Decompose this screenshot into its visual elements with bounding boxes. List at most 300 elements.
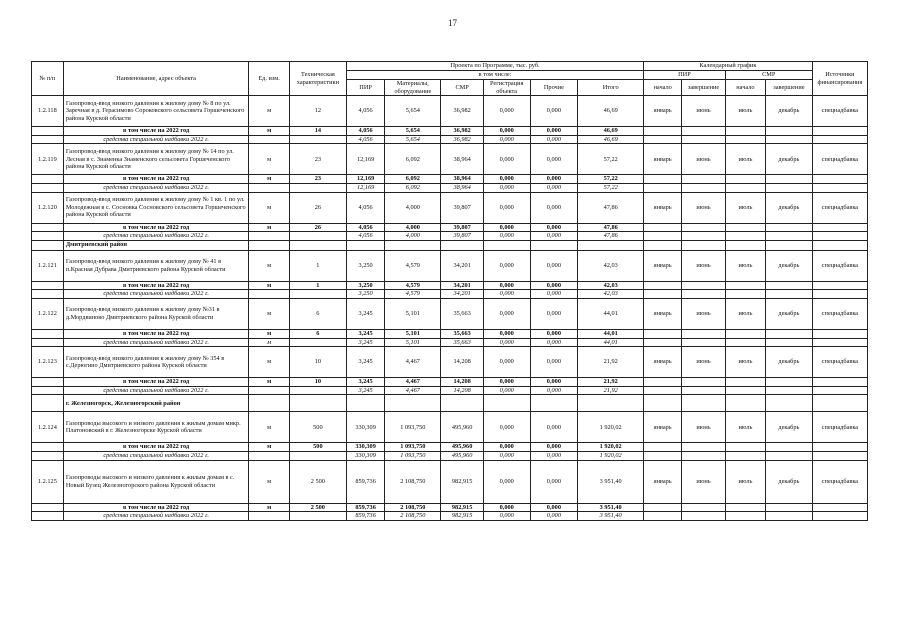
object-name: Газопровод-ввод низкого давления к жилому дому № 1 кв. 1 по ул. Молодежная в с. Сосновка Сосновского сельсовета Горшеченского района Курской области [63, 192, 249, 223]
value-mat: 4,467 [385, 347, 441, 378]
blank-cell [812, 290, 867, 299]
row-label: средства специальной надбавки 2022 г. [63, 232, 249, 241]
blank-cell [644, 175, 682, 184]
value-reg: 0,000 [483, 232, 530, 241]
header-reg: Регистрация объекта [483, 80, 530, 96]
blank-num [32, 378, 64, 387]
blank-cell [766, 329, 813, 338]
blank-cell [682, 135, 725, 144]
unit-cell [249, 451, 289, 460]
unit-cell: м [249, 460, 289, 503]
blank-cell [812, 232, 867, 241]
blank-cell [812, 281, 867, 290]
funding-row [32, 290, 868, 299]
table-row [32, 192, 868, 223]
blank-cell [766, 443, 813, 452]
blank-cell [725, 338, 765, 347]
value-other: 0,000 [530, 378, 578, 387]
value-pir: 12,169 [347, 183, 385, 192]
tech-cell [289, 232, 346, 241]
object-name: Газопроводы высокого и низкого давления к жилым домам микр. Платоновский в г. Железногорске Курской области [63, 412, 249, 443]
unit-cell: м [249, 347, 289, 378]
blank-cell [766, 183, 813, 192]
value-pir: 3,250 [347, 281, 385, 290]
table-row [32, 460, 868, 503]
value-total: 3 951,40 [578, 512, 644, 521]
pir-start: январь [644, 412, 682, 443]
value-pir: 3,245 [347, 378, 385, 387]
blank-cell [766, 338, 813, 347]
value-pir: 4,056 [347, 232, 385, 241]
blank-cell [385, 240, 441, 250]
blank-cell [812, 329, 867, 338]
blank-cell [682, 240, 725, 250]
value-reg: 0,000 [483, 175, 530, 184]
pir-start: январь [644, 347, 682, 378]
pir-end: июнь [682, 412, 725, 443]
blank-num [32, 451, 64, 460]
header-cal-pir: ПИР [644, 71, 726, 80]
unit-cell: м [249, 127, 289, 136]
blank-cell [644, 378, 682, 387]
blank-num [32, 386, 64, 395]
tech-cell: 23 [289, 144, 346, 175]
value-smr: 34,201 [441, 290, 483, 299]
object-name: Газопровод-ввод низкого давления к жилому дому № 8 по ул. Заречная в д. Герасимово Сороковского сельсовета Горшеченского района Курской области [63, 96, 249, 127]
smr-end: декабрь [766, 347, 813, 378]
unit-cell: м [249, 192, 289, 223]
value-reg: 0,000 [483, 183, 530, 192]
value-smr: 34,201 [441, 250, 483, 281]
unit-cell: м [249, 329, 289, 338]
table-row [32, 144, 868, 175]
blank-cell [644, 338, 682, 347]
value-smr: 982,915 [441, 503, 483, 512]
blank-cell [644, 135, 682, 144]
pir-start: январь [644, 250, 682, 281]
value-other: 0,000 [530, 96, 578, 127]
value-other: 0,000 [530, 144, 578, 175]
funding-row [32, 451, 868, 460]
row-label: в том числе на 2022 год [63, 378, 249, 387]
unit-cell: м [249, 96, 289, 127]
smr-end: декабрь [766, 298, 813, 329]
blank-cell [725, 175, 765, 184]
value-mat: 5,654 [385, 96, 441, 127]
value-other: 0,000 [530, 250, 578, 281]
value-pir: 4,056 [347, 223, 385, 232]
value-smr: 14,208 [441, 347, 483, 378]
tech-cell: 500 [289, 412, 346, 443]
row-label: в том числе на 2022 год [63, 175, 249, 184]
value-smr: 38,964 [441, 175, 483, 184]
value-other: 0,000 [530, 347, 578, 378]
value-pir: 3,245 [347, 298, 385, 329]
header-smr: СМР [441, 80, 483, 96]
blank-cell [725, 503, 765, 512]
header-name: Наименование, адрес объекта [63, 62, 249, 96]
value-mat: 1 093,750 [385, 412, 441, 443]
value-smr: 34,201 [441, 281, 483, 290]
tech-cell [289, 512, 346, 521]
tech-cell: 2 500 [289, 460, 346, 503]
header-smr-start: начало [725, 80, 765, 96]
blank-num [32, 503, 64, 512]
smr-start: июль [725, 144, 765, 175]
value-reg: 0,000 [483, 192, 530, 223]
unit-cell: м [249, 378, 289, 387]
subtotal-row [32, 443, 868, 452]
value-smr: 39,807 [441, 192, 483, 223]
blank-num [32, 443, 64, 452]
blank-cell [644, 281, 682, 290]
value-total: 44,01 [578, 338, 644, 347]
section-row [32, 240, 868, 250]
smr-end: декабрь [766, 460, 813, 503]
blank-num [32, 135, 64, 144]
header-pir-end: завершение [682, 80, 725, 96]
pir-start: январь [644, 96, 682, 127]
value-pir: 4,056 [347, 96, 385, 127]
tech-cell: 6 [289, 298, 346, 329]
value-total: 46,69 [578, 96, 644, 127]
row-label: в том числе на 2022 год [63, 223, 249, 232]
value-other: 0,000 [530, 443, 578, 452]
row-label: в том числе на 2022 год [63, 503, 249, 512]
value-total: 57,22 [578, 175, 644, 184]
value-smr: 35,663 [441, 329, 483, 338]
value-pir: 4,056 [347, 192, 385, 223]
blank-cell [725, 386, 765, 395]
blank-cell [725, 135, 765, 144]
blank-cell [812, 386, 867, 395]
section-row [32, 395, 868, 412]
blank-cell [249, 240, 289, 250]
blank-cell [766, 512, 813, 521]
row-label: в том числе на 2022 год [63, 127, 249, 136]
tech-cell: 26 [289, 192, 346, 223]
tech-cell [289, 338, 346, 347]
value-pir: 4,056 [347, 135, 385, 144]
value-mat: 5,654 [385, 135, 441, 144]
blank-cell [725, 240, 765, 250]
value-total: 44,01 [578, 329, 644, 338]
funding-source: спецнадбавка [812, 96, 867, 127]
value-reg: 0,000 [483, 451, 530, 460]
subtotal-row [32, 127, 868, 136]
blank-cell [483, 240, 530, 250]
blank-cell [682, 503, 725, 512]
value-smr: 36,982 [441, 135, 483, 144]
blank-cell [644, 223, 682, 232]
blank-cell [682, 378, 725, 387]
blank-cell [644, 290, 682, 299]
tech-cell: 2 500 [289, 503, 346, 512]
value-total: 44,01 [578, 298, 644, 329]
blank-cell [682, 183, 725, 192]
tech-cell: 1 [289, 281, 346, 290]
value-other: 0,000 [530, 127, 578, 136]
header-unit: Ед. изм. [249, 62, 289, 96]
blank-num [32, 338, 64, 347]
value-smr: 495,960 [441, 412, 483, 443]
value-mat: 4,467 [385, 378, 441, 387]
header-smr-end: завершение [766, 80, 813, 96]
funding-row [32, 338, 868, 347]
value-total: 57,22 [578, 144, 644, 175]
value-total: 42,03 [578, 290, 644, 299]
blank-num [32, 512, 64, 521]
tech-cell [289, 290, 346, 299]
value-reg: 0,000 [483, 443, 530, 452]
blank-cell [682, 338, 725, 347]
header-calendar: Календарный график [644, 62, 813, 71]
value-total: 47,86 [578, 223, 644, 232]
blank-cell [644, 503, 682, 512]
value-reg: 0,000 [483, 412, 530, 443]
unit-cell [249, 386, 289, 395]
row-label: средства специальной надбавки 2022 г. [63, 183, 249, 192]
unit-cell [249, 290, 289, 299]
unit-cell: м [249, 144, 289, 175]
unit-cell: м [249, 250, 289, 281]
blank-cell [578, 395, 644, 412]
value-reg: 0,000 [483, 347, 530, 378]
value-reg: 0,000 [483, 144, 530, 175]
blank-num [32, 223, 64, 232]
tech-cell [289, 451, 346, 460]
value-other: 0,000 [530, 412, 578, 443]
table-row [32, 96, 868, 127]
value-pir: 859,736 [347, 460, 385, 503]
value-other: 0,000 [530, 460, 578, 503]
tech-cell [289, 135, 346, 144]
unit-cell [249, 232, 289, 241]
tech-cell: 14 [289, 127, 346, 136]
blank-num [32, 290, 64, 299]
blank-num [32, 240, 64, 250]
value-mat: 1 093,750 [385, 443, 441, 452]
value-mat: 2 108,750 [385, 460, 441, 503]
object-name: Газопровод-ввод низкого давления к жилому дому №31 в д.Мордвиново Дмитриевского района Курской области [63, 298, 249, 329]
blank-cell [725, 223, 765, 232]
table-body [32, 96, 868, 521]
header-pir-start: начало [644, 80, 682, 96]
value-other: 0,000 [530, 503, 578, 512]
blank-cell [483, 395, 530, 412]
value-pir: 3,245 [347, 386, 385, 395]
blank-cell [766, 281, 813, 290]
blank-cell [725, 329, 765, 338]
blank-cell [644, 240, 682, 250]
blank-cell [682, 443, 725, 452]
value-pir: 859,736 [347, 503, 385, 512]
blank-cell [644, 232, 682, 241]
value-other: 0,000 [530, 386, 578, 395]
header-cal-smr: СМР [725, 71, 812, 80]
value-smr: 14,208 [441, 386, 483, 395]
blank-cell [347, 240, 385, 250]
blank-cell [682, 386, 725, 395]
smr-end: декабрь [766, 144, 813, 175]
program-table [31, 61, 868, 521]
row-label: в том числе на 2022 год [63, 281, 249, 290]
pir-start: январь [644, 144, 682, 175]
blank-cell [725, 281, 765, 290]
funding-source: спецнадбавка [812, 250, 867, 281]
value-total: 1 920,02 [578, 451, 644, 460]
value-other: 0,000 [530, 290, 578, 299]
header-source: Источники финансирования [812, 62, 867, 96]
pir-start: январь [644, 298, 682, 329]
blank-cell [812, 443, 867, 452]
value-total: 21,92 [578, 378, 644, 387]
value-other: 0,000 [530, 232, 578, 241]
value-total: 47,86 [578, 232, 644, 241]
funding-row [32, 135, 868, 144]
funding-row [32, 512, 868, 521]
value-smr: 38,964 [441, 144, 483, 175]
value-mat: 4,467 [385, 386, 441, 395]
blank-cell [725, 378, 765, 387]
blank-cell [812, 135, 867, 144]
row-label: средства специальной надбавки 2022 г. [63, 338, 249, 347]
row-label: в том числе на 2022 год [63, 329, 249, 338]
section-title: Дмитриевский район [63, 240, 249, 250]
blank-cell [812, 223, 867, 232]
page-number: 17 [448, 18, 457, 28]
row-number: 1.2.124 [32, 412, 64, 443]
blank-cell [289, 395, 346, 412]
value-reg: 0,000 [483, 503, 530, 512]
row-label: средства специальной надбавки 2022 г. [63, 451, 249, 460]
value-other: 0,000 [530, 175, 578, 184]
value-mat: 5,101 [385, 329, 441, 338]
funding-source: спецнадбавка [812, 347, 867, 378]
value-other: 0,000 [530, 135, 578, 144]
value-total: 21,92 [578, 386, 644, 395]
table-row [32, 347, 868, 378]
value-total: 57,22 [578, 183, 644, 192]
blank-cell [644, 183, 682, 192]
tech-cell: 500 [289, 443, 346, 452]
value-pir: 330,309 [347, 412, 385, 443]
blank-cell [766, 135, 813, 144]
row-label: средства специальной надбавки 2022 г. [63, 290, 249, 299]
pir-end: июнь [682, 460, 725, 503]
blank-cell [725, 451, 765, 460]
value-smr: 14,208 [441, 378, 483, 387]
funding-row [32, 386, 868, 395]
value-mat: 6,092 [385, 144, 441, 175]
blank-cell [766, 290, 813, 299]
value-reg: 0,000 [483, 135, 530, 144]
value-smr: 36,982 [441, 96, 483, 127]
value-total: 46,69 [578, 135, 644, 144]
blank-cell [682, 451, 725, 460]
blank-num [32, 395, 64, 412]
table-row [32, 412, 868, 443]
value-reg: 0,000 [483, 386, 530, 395]
value-smr: 495,960 [441, 451, 483, 460]
pir-end: июнь [682, 192, 725, 223]
header-program: Проекта по Программе, тыс. руб. [347, 62, 644, 71]
row-number: 1.2.119 [32, 144, 64, 175]
pir-end: июнь [682, 96, 725, 127]
smr-start: июль [725, 250, 765, 281]
blank-cell [725, 232, 765, 241]
blank-cell [249, 395, 289, 412]
subtotal-row [32, 378, 868, 387]
funding-row [32, 232, 868, 241]
value-reg: 0,000 [483, 460, 530, 503]
value-smr: 35,663 [441, 298, 483, 329]
value-smr: 35,663 [441, 338, 483, 347]
value-reg: 0,000 [483, 96, 530, 127]
value-total: 42,03 [578, 250, 644, 281]
header-pir: ПИР [347, 80, 385, 96]
value-mat: 4,579 [385, 281, 441, 290]
value-pir: 330,309 [347, 443, 385, 452]
blank-num [32, 232, 64, 241]
blank-cell [766, 175, 813, 184]
tech-cell: 10 [289, 378, 346, 387]
blank-cell [766, 378, 813, 387]
object-name: Газопровод-ввод низкого давления к жилому дому № 41 в п.Красная Дубрава Дмитриевского района Курской области [63, 250, 249, 281]
unit-cell: м [249, 281, 289, 290]
blank-cell [644, 443, 682, 452]
unit-cell [249, 135, 289, 144]
unit-cell: м [249, 443, 289, 452]
value-total: 47,86 [578, 192, 644, 223]
subtotal-row [32, 281, 868, 290]
unit-cell: м [249, 412, 289, 443]
tech-cell: 10 [289, 347, 346, 378]
pir-end: июнь [682, 298, 725, 329]
blank-cell [682, 127, 725, 136]
blank-num [32, 175, 64, 184]
smr-start: июль [725, 460, 765, 503]
unit-cell: м [249, 298, 289, 329]
value-pir: 3,245 [347, 347, 385, 378]
blank-cell [682, 175, 725, 184]
value-mat: 5,654 [385, 127, 441, 136]
blank-cell [725, 127, 765, 136]
value-pir: 3,245 [347, 329, 385, 338]
smr-end: декабрь [766, 250, 813, 281]
row-number: 1.2.120 [32, 192, 64, 223]
value-mat: 6,092 [385, 175, 441, 184]
blank-cell [766, 451, 813, 460]
smr-start: июль [725, 96, 765, 127]
value-mat: 4,579 [385, 250, 441, 281]
tech-cell: 23 [289, 175, 346, 184]
row-number: 1.2.118 [32, 96, 64, 127]
subtotal-row [32, 175, 868, 184]
value-pir: 12,169 [347, 175, 385, 184]
value-mat: 6,092 [385, 183, 441, 192]
value-total: 1 920,02 [578, 412, 644, 443]
value-smr: 39,807 [441, 232, 483, 241]
header-materials: Материалы, оборудование [385, 80, 441, 96]
value-mat: 4,000 [385, 192, 441, 223]
row-number: 1.2.121 [32, 250, 64, 281]
blank-cell [385, 395, 441, 412]
row-number: 1.2.122 [32, 298, 64, 329]
value-reg: 0,000 [483, 512, 530, 521]
value-smr: 982,915 [441, 512, 483, 521]
blank-cell [644, 395, 682, 412]
